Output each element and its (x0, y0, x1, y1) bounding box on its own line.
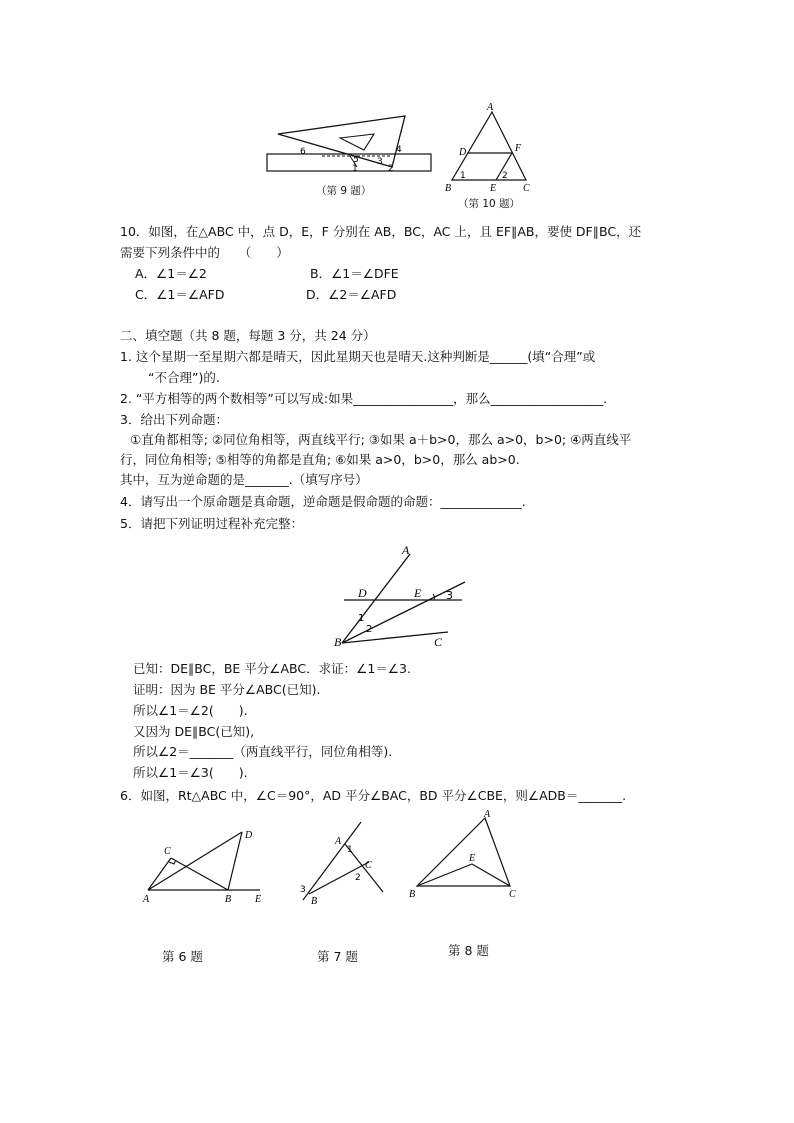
fig6-label-C: C (164, 846, 171, 857)
fig7-label-3: 3 (300, 885, 306, 895)
q5-label-C: C (434, 635, 443, 649)
fig7-label-C: C (365, 860, 372, 871)
fig8-label-B: B (409, 889, 416, 900)
q5-label-E: E (414, 586, 422, 600)
q5-label-D: D (358, 586, 367, 600)
fig9-label-3: 3 (377, 157, 383, 167)
fill-q2: 2. “平方相等的两个数相等”可以写成:如果________________，那么__________________. (120, 391, 608, 406)
fig10-label-F: F (515, 143, 522, 154)
fig9-label-5: 5 (353, 155, 359, 165)
fig10-label-2: 2 (502, 171, 508, 181)
fig8-label-C: C (509, 889, 516, 900)
fig7-label-A: A (335, 836, 342, 847)
fig10-label-1: 1 (460, 171, 466, 181)
fig8-label-E: E (469, 853, 476, 864)
fig10-label-A: A (487, 102, 494, 113)
fig10-caption: （第 10 题） (458, 198, 521, 210)
fig7-label-1: 1 (347, 845, 353, 855)
fill-q3-line3: 行，同位角相等; ⑤相等的角都是直角; ⑥如果 a>0，b>0，那么 ab>0. (120, 452, 520, 467)
figure-9 (262, 112, 438, 182)
q10-option-b: B．∠1＝∠DFE (310, 266, 399, 281)
fill-q3-line1: 3．给出下列命题： (120, 412, 228, 427)
figure-q5 (330, 540, 480, 655)
fig9-caption: （第 9 题） (316, 185, 372, 197)
q5-label-A: A (402, 543, 410, 557)
fill-q3-line2: ①直角都相等; ②同位角相等，两直线平行; ③如果 a＋b>0，那么 a>0，b>0; ④两直线平 (130, 432, 632, 447)
fig6-label-E: E (255, 894, 262, 904)
fig10-label-E: E (490, 183, 497, 194)
fig6-label-A: A (143, 894, 150, 904)
fig7-label-2: 2 (355, 873, 361, 883)
fill-q3-line4: 其中，互为逆命题的是_______.（填写序号） (120, 472, 368, 487)
fig10-label-B: B (445, 183, 452, 194)
fig6-label-D: D (245, 830, 253, 841)
fig9-label-2: 2 (388, 164, 394, 174)
proof-step5: 所以∠1＝∠3( ). (133, 765, 248, 780)
proof-step3: 又因为 DE∥BC(已知), (133, 724, 255, 739)
fig9-label-1: 1 (352, 164, 358, 174)
fill-q1-line1: 1. 这个星期一至星期六都是晴天，因此星期天也是晴天.这种判断是______(填“合理”或 (120, 349, 596, 364)
fig9-label-6: 6 (300, 147, 306, 157)
fig8-label-A: A (484, 809, 491, 820)
fig6-label-B: B (225, 894, 232, 904)
fill-q5: 5．请把下列证明过程补充完整： (120, 516, 303, 531)
proof-step4: 所以∠2＝_______（两直线平行，同位角相等). (133, 744, 393, 759)
q5-label-1: 1 (358, 613, 365, 624)
figure-q8 (405, 808, 525, 902)
figure-q7 (295, 818, 395, 908)
q10-line2: 需要下列条件中的 （ ） (120, 245, 289, 260)
q5-label-2: 2 (366, 624, 373, 635)
fig7-caption: 第 7 题 (317, 949, 358, 964)
figure-q6 (138, 822, 268, 904)
fill-q1-line2: “不合理”)的. (148, 370, 220, 385)
section2-heading: 二、填空题（共 8 题，每题 3 分，共 24 分） (120, 328, 376, 343)
figure-10 (440, 100, 540, 195)
q10-option-c: C．∠1＝∠AFD (135, 287, 225, 302)
fig7-label-B: B (311, 896, 318, 907)
proof-step2: 所以∠1＝∠2( ). (133, 703, 248, 718)
fill-q4: 4．请写出一个原命题是真命题，逆命题是假命题的命题：_____________. (120, 494, 526, 509)
fill-q6: 6．如图，Rt△ABC 中，∠C＝90°，AD 平分∠BAC，BD 平分∠CBE，则∠ADB＝_______. (120, 788, 627, 803)
fig10-label-D: D (459, 147, 467, 158)
proof-step1: 证明：因为 BE 平分∠ABC(已知). (133, 682, 321, 697)
proof-given: 已知：DE∥BC，BE 平分∠ABC．求证：∠1＝∠3. (133, 661, 411, 676)
q5-label-3: 3 (446, 589, 453, 602)
q10-option-a: A．∠1＝∠2 (135, 266, 207, 281)
q10-line1: 10．如图，在△ABC 中，点 D，E，F 分别在 AB，BC，AC 上，且 EF∥AB，要使 DF∥BC，还 (120, 224, 642, 239)
fig9-label-4: 4 (396, 145, 402, 155)
q10-option-d: D．∠2＝∠AFD (306, 287, 397, 302)
fig6-caption: 第 6 题 (162, 949, 203, 964)
fig8-caption: 第 8 题 (448, 943, 489, 958)
fig10-label-C: C (523, 183, 530, 194)
q5-label-B: B (334, 635, 342, 649)
